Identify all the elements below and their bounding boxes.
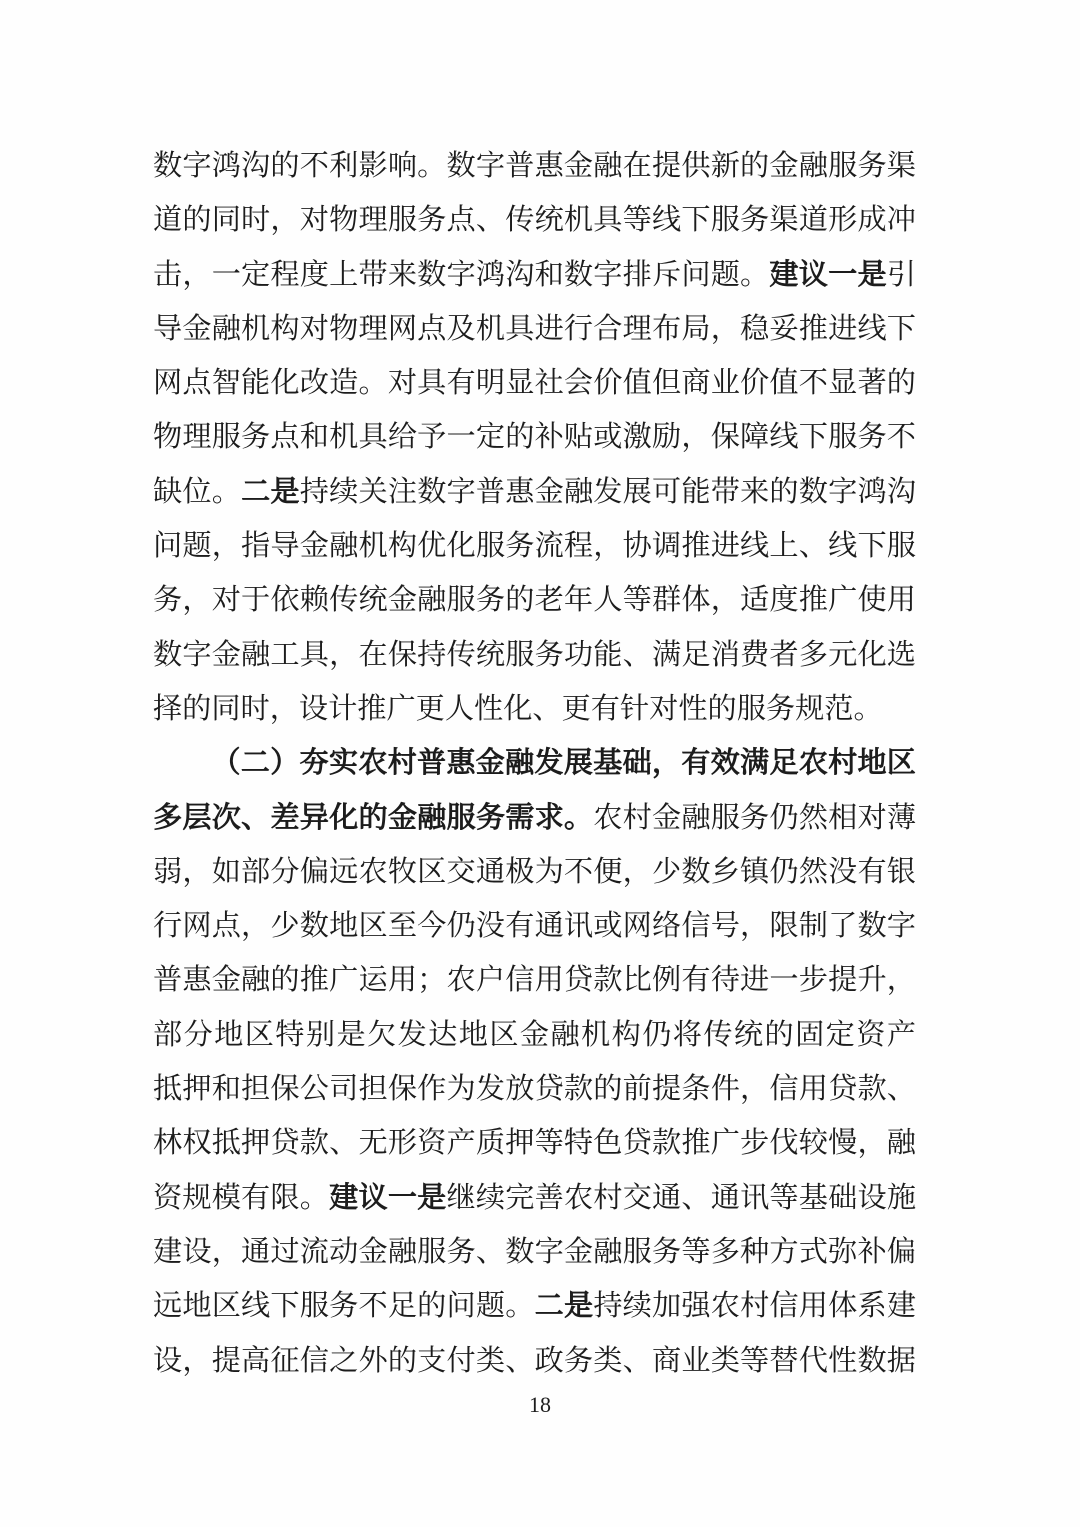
text-segment: 持续加强农村信用体系建 (593, 1290, 916, 1323)
text-segment: 数字鸿沟的不利影响。数字普惠金融在提供新的金融服务渠 (153, 150, 916, 182)
text-line (153, 1062, 916, 1116)
text-segment: 务，对于依赖传统金融服务的老年人等群体，适度推广使用 (153, 584, 916, 617)
text-segment-bold: 二是 (241, 475, 300, 508)
text-segment: 继续完善农村交通、通讯等基础设施 (446, 1181, 916, 1214)
text-segment-bold: 二是 (534, 1290, 594, 1323)
text-segment-bold: 建议一是 (769, 258, 887, 291)
text-line (153, 302, 916, 356)
text-line (153, 193, 916, 247)
text-segment: 部分地区特别是欠发达地区金融机构仍将传统的固定资产 (153, 1018, 916, 1051)
text-segment-bold: 建议一是 (329, 1181, 447, 1214)
text-segment: 引 (886, 258, 916, 291)
document-body (153, 139, 916, 1388)
text-segment: 道的同时，对物理服务点、传统机具等线下服务渠道形成冲 (153, 204, 916, 237)
text-line (153, 899, 916, 953)
text-segment-bold: 多层次、差异化的金融服务需求。 (153, 801, 594, 834)
text-segment: 弱，如部分偏远农牧区交通极为不便，少数乡镇仍然没有银 (153, 855, 916, 888)
text-segment-bold: （二）夯实农村普惠金融发展基础，有效满足农村地区 (211, 747, 916, 780)
text-line (153, 465, 916, 519)
text-line (153, 519, 916, 573)
text-segment: 建设，通过流动金融服务、数字金融服务等多种方式弥补偏 (153, 1235, 916, 1268)
text-line (153, 248, 916, 302)
text-segment: 问题，指导金融机构优化服务流程，协调推进线上、线下服 (153, 530, 916, 563)
text-segment: 物理服务点和机具给予一定的补贴或激励，保障线下服务不 (153, 421, 916, 454)
text-line (153, 736, 916, 790)
text-segment: 抵押和担保公司担保作为发放贷款的前提条件，信用贷款、 (153, 1073, 916, 1106)
text-segment: 导金融机构对物理网点及机具进行合理布局，稳妥推进线下 (153, 312, 916, 345)
text-segment: 农村金融服务仍然相对薄 (593, 801, 916, 834)
text-segment: 网点智能化改造。对具有明显社会价值但商业价值不显著的 (153, 367, 916, 400)
text-segment: 普惠金融的推广运用；农户信用贷款比例有待进一步提升， (153, 964, 916, 997)
text-line (153, 628, 916, 682)
text-segment: 持续关注数字普惠金融发展可能带来的数字鸿沟 (299, 475, 916, 508)
text-segment: 资规模有限。 (153, 1181, 330, 1214)
text-segment: 击，一定程度上带来数字鸿沟和数字排斥问题。 (153, 258, 770, 291)
text-line (153, 791, 916, 845)
text-line (153, 356, 916, 410)
text-line (153, 1008, 916, 1062)
text-line (153, 1225, 916, 1279)
text-segment: 缺位。 (153, 475, 242, 508)
text-line (153, 682, 916, 736)
text-line (153, 1279, 916, 1333)
text-segment: 择的同时，设计推广更人性化、更有针对性的服务规范。 (153, 692, 883, 725)
text-line (153, 410, 916, 464)
text-segment: 数字金融工具，在保持传统服务功能、满足消费者多元化选 (153, 638, 916, 671)
text-segment: 设，提高征信之外的支付类、政务类、商业类等替代性数据 (153, 1344, 916, 1377)
text-line (153, 1334, 916, 1388)
text-segment: 行网点，少数地区至今仍没有通讯或网络信号，限制了数字 (153, 910, 916, 943)
text-line (153, 573, 916, 627)
text-line (153, 845, 916, 899)
text-line (153, 953, 916, 1007)
text-segment: 林权抵押贷款、无形资产质押等特色贷款推广步伐较慢，融 (153, 1127, 916, 1160)
text-segment: 远地区线下服务不足的问题。 (153, 1290, 535, 1323)
text-line (153, 1116, 916, 1170)
text-line (153, 139, 916, 193)
page-number: 18 (529, 1392, 551, 1417)
text-line (153, 1171, 916, 1225)
